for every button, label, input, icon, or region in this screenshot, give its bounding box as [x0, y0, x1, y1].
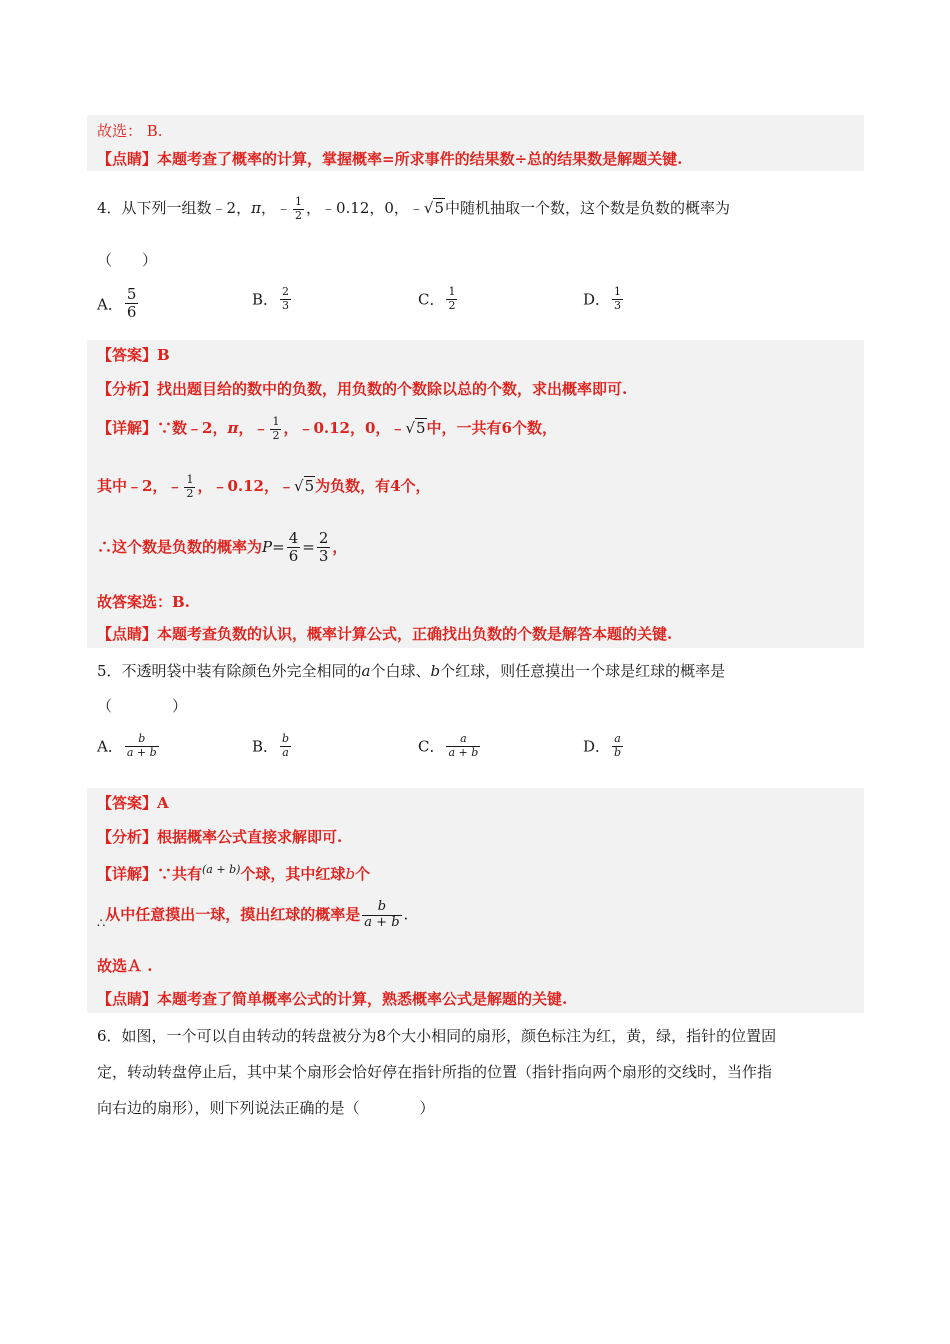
- q3-dianjing: 【点睛】本题考查了概率的计算，掌握概率=所求事件的结果数÷总的结果数是解题关键.: [97, 150, 683, 168]
- q6-line1: 6．如图，一个可以自由转动的转盘被分为8个大小相同的扇形，颜色标注为红，黄，绿，指针的位置固: [97, 1027, 777, 1045]
- q5-option-c: C． $\frac{a}{a + b}$: [418, 732, 479, 759]
- q4-option-a: A． $\frac{5}{6}$: [97, 285, 137, 322]
- q4-paren: （ ）: [97, 251, 158, 269]
- q5-option-d: D． $\frac{a}{b}$: [583, 732, 622, 759]
- q5-answer: 【答案】A: [97, 794, 169, 812]
- q6-line3: 向右边的扇形），则下列说法正确的是（ ）: [97, 1099, 435, 1117]
- q5-dianjing: 【点睛】本题考查了简单概率公式的计算，熟悉概率公式是解题的关键.: [97, 990, 568, 1008]
- q5-probability: ∴从中任意摸出一球，摸出红球的概率是 $\frac{b}{a + b}$ .: [97, 899, 409, 932]
- q3-choice: 故选： B.: [97, 122, 163, 140]
- q4-negatives: 其中﹣2，﹣ $\frac{1}{2}$ ，﹣0.12，﹣√5为负数，有4个，: [97, 473, 431, 500]
- q5-paren: （ ）: [97, 697, 188, 715]
- sqrt5: √5: [423, 199, 445, 218]
- q5-option-b: B． $\frac{b}{a}$: [252, 732, 290, 759]
- q4-option-c: C． $\frac{1}{2}$: [418, 285, 456, 312]
- q5-stem: 5．不透明袋中装有除颜色外完全相同的a个白球、b个红球，则任意摸出一个球是红球的概率是: [97, 662, 726, 680]
- q5-final: 故选Ａ .: [97, 957, 153, 975]
- q4-option-b: B． $\frac{2}{3}$: [252, 285, 290, 312]
- q6-line2: 定，转动转盘停止后，其中某个扇形会恰好停在指针所指的位置（指针指向两个扇形的交线时，当作指: [97, 1063, 773, 1081]
- q4-stem: 4．从下列一组数﹣2，π，﹣ $\frac{1}{2}$ ，﹣0.12，0，﹣√5中随机抽取一个数，这个数是负数的概率为: [97, 195, 731, 222]
- q4-detail: 【详解】∵数﹣2，π，﹣ $\frac{1}{2}$ ，﹣0.12，0，﹣√5中，一共有6个数，: [97, 415, 557, 442]
- q4-option-d: D． $\frac{1}{3}$: [583, 285, 622, 312]
- q4-dianjing: 【点睛】本题考查负数的认识，概率计算公式，正确找出负数的个数是解答本题的关键.: [97, 625, 673, 643]
- q5-detail: 【详解】∵共有$^{(a + b)}$个球，其中红球b个: [97, 863, 371, 883]
- q4-final: 故答案选：B.: [97, 593, 190, 611]
- q4-analysis: 【分析】找出题目给的数中的负数，用负数的个数除以总的个数，求出概率即可.: [97, 380, 628, 398]
- q4-probability: ∴这个数是负数的概率为P= $\frac{4}{6}$ = $\frac{2}{3}$ ，: [97, 529, 348, 566]
- q5-option-a: A． $\frac{b}{a + b}$: [97, 732, 157, 759]
- q5-analysis: 【分析】根据概率公式直接求解即可.: [97, 828, 343, 846]
- q4-answer: 【答案】B: [97, 346, 170, 364]
